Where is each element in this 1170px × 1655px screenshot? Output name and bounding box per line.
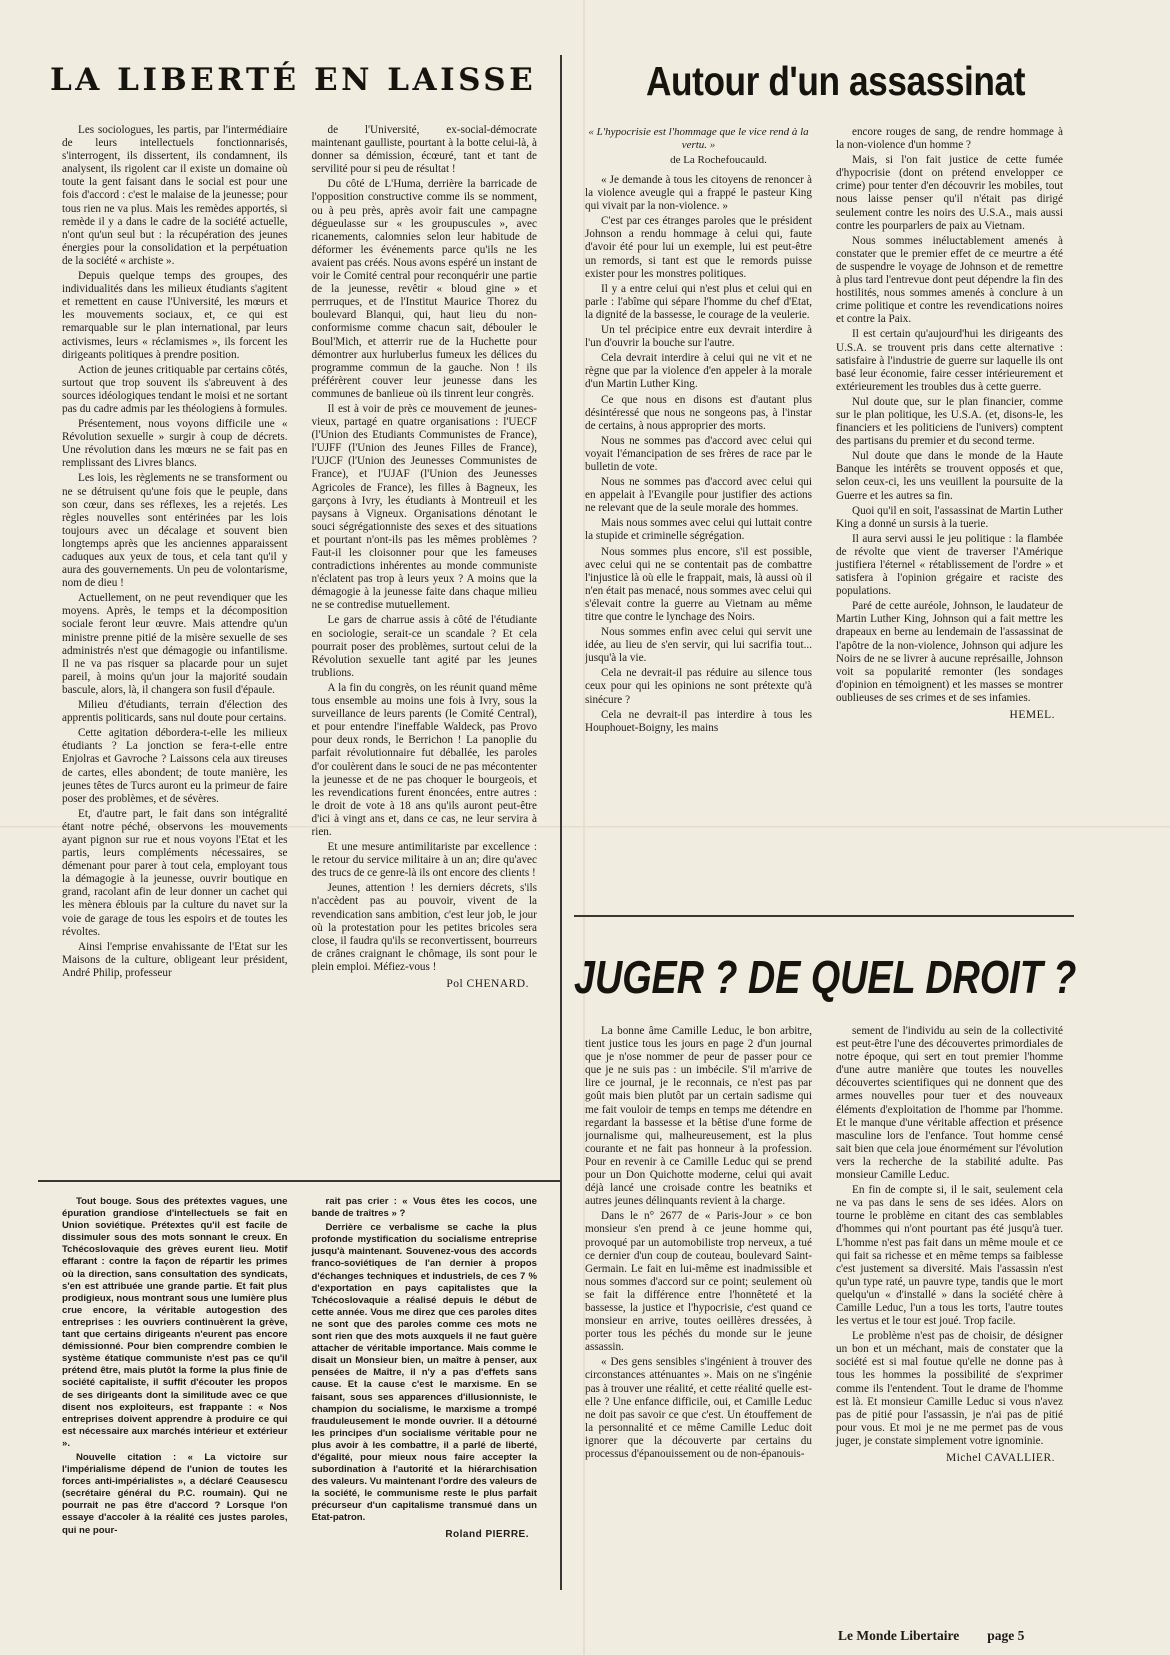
- page-footer: [838, 1628, 1024, 1644]
- paragraph: La bonne âme Camille Leduc, le bon arbitre, tient justice tous les jours en page 2 d'un journal que je n'ose nommer de peur de passer pour ce que je ne suis pas : un imbécile. S'il m'arrive de lire ce journal, je le reconnais, ce n'est pas par goût mais bien plutôt par un certain sadisme qui me fait vouloir de temps en temps me détendre en regardant la bassesse et la bêtise d'une forme de journalisme qui, malheureusement, est la plus courante et ne fait pas honneur à la profession. Pour en revenir à ce Camille Leduc qui se prend pour un Don Quichotte moderne, celui qui avait déjà lancé une croisade contre les beatniks et autres jeunes délinquants revient à la charge.: [585, 1025, 812, 1208]
- paragraph: Paré de cette auréole, Johnson, le laudateur de Martin Luther King, Johnson qui a fait mettre les drapeaux en berne au lendemain de l'assassinat de l'apôtre de la non-violence, Johnson qui adjure les Noirs de ne se livrer à aucune représaille, Johnson voit sa popularité remonter (les sondages d'opinion en témoignent) et les masses se montrer oublieuses de ses crimes et de ses infamies.: [836, 600, 1063, 704]
- paragraph: Nous ne sommes pas d'accord avec celui qui voyait l'émancipation de ses frères de race par le bulletin de vote.: [585, 434, 812, 473]
- article-tout-bouge: [62, 1196, 537, 1586]
- headline-assassinat: Autour d'un assassinat: [646, 58, 1026, 104]
- paragraph: Un tel précipice entre eux devrait interdire à l'un d'ouvrir la bouche sur l'autre.: [585, 324, 812, 350]
- paragraph: de l'Université, ex-social-démocrate maintenant gaulliste, pourtant à la botte celui-là, à donner sa démission, écœuré, tant et tant de servilité pour si peu de résultat !: [311, 124, 537, 176]
- article-liberte: [62, 124, 537, 1174]
- paragraph: sement de l'individu au sein de la collectivité est peut-être l'une des découvertes primordiales de notre époque, qui sert en tout premier l'homme d'une autre manière que toutes les nouvelles découvertes scientifiques qui ne donnent que des armes nouvelles pour tuer et des nouveaux éléments d'exploitation de l'homme par l'homme. Et le manque d'une véritable affection et présence masculine lors de l'enfance. Tout homme censé sait bien que cela joue énormément sur l'évolution vers la recherche de la stabilité adulte. Pas monsieur Camille Leduc.: [836, 1025, 1063, 1182]
- paragraph: Depuis quelque temps des groupes, des individualités dans les milieux étudiants s'agitent et remettent en cause l'Université, les mœurs et les mouvements sociaux, et, ce qui est remarquable sur le plan international, par leurs activismes, leurs « réclamismes », ils forcent les dirigeants politiques à prendre position.: [62, 270, 288, 361]
- paragraph: Actuellement, on ne peut revendiquer que les moyens. Après, le temps et la décomposition sociale feront leur œuvre. Mais attendre qu'un ministre prenne pitié de la misère sexuelle de ses administrés n'est que démagogie ou infantilisme. Il ne va pas risquer sa placarde pour un sujet pareil, à moins qu'un jour la majorité soudain bascule, alors, là, il changera son fusil d'épaule.: [62, 592, 288, 696]
- page-number: page 5: [987, 1628, 1025, 1643]
- paragraph: « Des gens sensibles s'ingénient à trouver des circonstances atténuantes ». Mais on ne s'ingénie pas à trouver une réalité, et cette réalité quelle est-elle ? Une enfance difficile, oui, et Camille Leduc ne doit pas savoir ce que c'est. Un étouffement de la personnalité et ce même Camille Leduc doit ignorer que la découverte par certains du processus d'épanouissement ou de non-épanouis-: [585, 1356, 812, 1460]
- paragraph: Cela devrait interdire à celui qui ne vit et ne règne que par la violence d'en appeler à la morale d'un Martin Luther King.: [585, 352, 812, 391]
- rule-under-assassinat: [574, 915, 1074, 917]
- paragraph: Il aura servi aussi le jeu politique : la flambée de révolte que vient de traverser l'Amérique justifiera l'éternel « rétablissement de l'ordre » et satisfera à l'opinion grégaire et raciste des populations.: [836, 532, 1063, 598]
- paragraph: Derrière ce verbalisme se cache la plus profonde mystification du socialisme entreprise jusqu'à maintenant. Souvenez-vous des accords franco-soviétiques de l'an dernier à propos d'échanges techniques et industriels, de ces 7 % d'exportation en pays capitalistes que la Tchécoslovaquie a réalisé depuis le début de cette année. Vous me direz que ces paroles dites ne sont que des paroles comme ces mots ne sont rien que des mots auxquels il ne faut guère attacher de véritable importance. Mais comme le disait un Monsieur bien, un maître à penser, aux pensées de Maître, il n'y a pas d'effets sans cause. Et la cause c'est le marxisme. En se faisant, sous ses apparences d'illusionniste, le champion du socialisme, le marxisme a trompé frauduleusement le monde ouvrier. Il a détourné les principes d'un socialisme véritable pour ne plus avoir à les combattre, il a parlé de liberté, d'égalité, pour mieux nous faire accepter la subordination à l'autorité et la hiérarchisation des valeurs. Vu maintenant l'ordre des valeurs de la société, le communisme reste le plus parfait précurseur d'un capitalisme transmué dans un Etat-patron.: [311, 1222, 537, 1524]
- paragraph: Cette agitation débordera-t-elle les milieux étudiants ? La jonction se fera-t-elle entre Enjolras et Gavroche ? Laissons cela aux tireuses de cartes, elles abondent; de toute manière, les jeunes têtes de Turcs auront eu la primeur de faire poser des problèmes, et de sévères.: [62, 727, 288, 805]
- liberte-col-2: [312, 124, 538, 990]
- paragraph: Mais nous sommes avec celui qui luttait contre la stupide et criminelle ségrégation.: [585, 517, 812, 543]
- juger-col-2: [836, 1025, 1063, 1464]
- journal-name: Le Monde Libertaire: [838, 1628, 960, 1643]
- assassinat-col-2: [836, 126, 1063, 737]
- epigraph-author: de La Rochefoucauld.: [670, 154, 767, 166]
- paragraph: En fin de compte si, il le sait, seulement cela ne va pas dans le sens de ses idées. Alors on tourne le problème en citant des cas semblables d'hommes qui n'ont pourtant pas été jusqu'à tuer. L'homme n'est pas fait dans un même moule et ce qui fait sa richesse et en même temps sa faiblesse c'est justement sa diversité. Mais l'assassin n'est qu'un type raté, un pauvre type, tandis que le mort quelqu'un « d'installé » dans la société chère à Camille Leduc, l'un a tous les torts, l'autre toutes les vertus et le tour est joué. Trop facile.: [836, 1184, 1063, 1328]
- article-juger: [585, 1025, 1063, 1605]
- paragraph: Les sociologues, les partis, par l'intermédiaire de leurs intellectuels fonctionnarisés, s'interrogent, ils dissertent, ils condamnent, ils analysent, ils rigolent car il existe un domaine où toute la gent faisant dans le social est pour une fois d'accord : c'est le malaise de la jeunesse; pour tous rien ne va plus. Mais les remèdes apportés, si remède il y a dans le cadre de la société actuelle, n'ont qu'un seul but : la récupération des jeunes énergies pour la consolidation et la perpétuation de la société « archiste ».: [62, 124, 288, 267]
- paragraph: Nous sommes enfin avec celui qui servit une idée, au lieu de s'en servir, qui lui sacrifia tout... jusqu'à la vie.: [585, 626, 812, 665]
- paragraph: Nous ne sommes pas d'accord avec celui qui en appelait à l'Evangile pour justifier des actions ne relevant que de la seule morale des hommes.: [585, 476, 812, 515]
- paragraph: Tout bouge. Sous des prétextes vagues, une épuration grandiose d'intellectuels se fait en Union soviétique. Prétextes qu'il est facile de dissimuler sous des mots sonnant le creux. En Tchécoslovaquie des grèves eurent lieu. Motif effarant : contre la façon de répartir les primes où la direction, sans consultation des syndicats, s'en est attribuée une grande partie. Et fait plus prodigieux, nous montrant sous une lumière plus crue encore, la véritable autogestion des entreprises : les ouvriers continuèrent la grève, tant que certains dirigeants n'eurent pas encore démissionné. Pour bien comprendre combien le système étatique communiste n'est pas ce qu'il prétend être, mais plutôt la forme la plus finie de société capitaliste, il suffit d'écouter les propos de ses dirigeants dont la similitude avec ce que disent nos exploiteurs, est frappante : « Nos entreprises doivent apprendre à produire ce qui est nécessaire aux marchés intérieur et extérieur ».: [62, 1196, 288, 1449]
- column-rule-center: [560, 55, 562, 1590]
- paragraph: Et une mesure antimilitariste par excellence : le retour du service militaire à un an; dire qu'avec des trucs de ce genre-là ils ont encore des clients !: [311, 841, 537, 880]
- paragraph: Nouvelle citation : « La victoire sur l'impérialisme dépend de l'union de toutes les forces anti-impérialistes », a déclaré Ceausescu (secrétaire général du P.C. roumain). Qui ne pourrait ne pas être d'accord ? Lorsque l'on essaye d'accoler à la réalité ces justes paroles, qui ne pour-: [62, 1451, 288, 1536]
- paragraph: Il est à voir de près ce mouvement de jeunes-vieux, partagé en quatre organisations : l'UECF (l'Union des Etudiants Communistes de France), l'UJFF (l'Union des Jeunes Filles de France), l'UJCF (l'Union des Jeunesses Communistes de France), et l'UJAF (l'Union des Jeunesses Agricoles de France), les filles à Bagneux, les garçons à Ivry, les étudiants à Montreuil et les paysans à Vigneux. Organisations dénotant le souci ségrégationniste des sexes et des situations et pourtant n'ont-ils pas les mêmes problèmes ? Faut-il les cloisonner pour que les fameuses contradictions inhérentes au monde communiste n'éclatent pas trop à leurs yeux ? A moins que la démagogie à la jeunesse faite dans chaque milieu ne se contredise mutuellement.: [311, 402, 537, 612]
- paragraph: Nous sommes plus encore, s'il est possible, avec celui qui ne se contentait pas de combattre l'injustice là où elle le frappait, mais, là aussi où il n'en était pas menacé, nous sommes avec celui qui s'élevait contre la guerre au Vietnam au même titre que contre le lynchage des Noirs.: [585, 545, 812, 623]
- paragraph: Le problème n'est pas de choisir, de désigner un bon et un méchant, mais de constater que la société est si mal foutue qu'elle ne donne pas à tous les hommes la possibilité de s'exprimer comme ils l'entendent. Tout le drame de l'homme est là. Et monsieur Camille Leduc si vous n'avez pas de pitié pour l'assassin, je n'ai pas de pitié pour vous. Et moi je ne me permet pas de vous juger, je constate simplement votre ignominie.: [836, 1330, 1063, 1447]
- article-assassinat: [585, 126, 1063, 906]
- signature-hemel: HEMEL.: [1009, 709, 1055, 722]
- paragraph: C'est par ces étranges paroles que le président Johnson a rendu hommage à celui qui, faute d'avoir été pour lui un exemple, lui est peut-être un remords, si tant est que le remords puisse exister pour les monstres politiques.: [585, 215, 812, 280]
- paragraph: Cela ne devrait-il pas interdire à tous les Houphouet-Boigny, les mains: [585, 708, 812, 734]
- paragraph: Quoi qu'il en soit, l'assassinat de Martin Luther King a donné un sursis à la tuerie.: [836, 504, 1063, 530]
- assassinat-col-1: [585, 126, 812, 737]
- juger-col-1: [585, 1025, 812, 1464]
- signature-chenard: Pol CHENARD.: [446, 978, 529, 990]
- paragraph: Le gars de charrue assis à côté de l'étudiante en sociologie, serait-ce un scandale ? Et cela pourrait poser des problèmes, surtout celui de la Révolution sexuelle tant agité par les jeunes trublions.: [311, 614, 537, 679]
- paragraph: Il y a entre celui qui n'est plus et celui qui en parle : l'abîme qui sépare l'homme du chef d'Etat, la dignité de la bassesse, le courage de la veulerie.: [585, 282, 812, 321]
- paragraph: rait pas crier : « Vous êtes les cocos, une bande de traîtres » ?: [311, 1196, 537, 1220]
- paragraph: Les lois, les règlements ne se transforment ou ne se détruisent qu'une fois que le peuple, dans son cœur, dans ses réflexes, les a rejetés. Les règles nouvelles sont entérinées par les lois toujours avec un décalage et souvent bien longtemps après que les anciennes apparaissent caduques aux yeux de tous, et cela tant qu'il y aura des gouvernements. Un peu de volontarisme, nom de dieu !: [62, 472, 288, 590]
- paragraph: Nul doute que, sur le plan financier, comme sur le plan politique, les U.S.A. (et, disons-le, les financiers et les politiciens de l'univers) comptent des partisans du premier et du second terme.: [836, 395, 1063, 448]
- paragraph: Du côté de L'Huma, derrière la barricade de l'opposition constructive comme ils se nomment, ou à peu près, après avoir fait une campagne dégueulasse sur « les groupuscules », avec ricanements, calomnies selon leur habitude de déformer les événements parce qu'ils ne les avaient pas créés. Nous avons espéré un instant de voir le Comité central pour reconquérir une partie de la jeunesse, revêtir « bloud gine » et perrruques, et de l'Institut Maurice Thorez du boulevard Blanqui, qui, haut lieu du non-conformisme comme chacun sait, débouler le Boul'Mich, et atterrir rue de la Huchette pour démontrer aux hurluberlus fumeux les délices du programme commun de la gauche. Non ! ils préférèrent couver leur jeunesse dans les communes de banlieue où ils tinrent leur congrès.: [311, 178, 537, 400]
- paragraph: Ainsi l'emprise envahissante de l'Etat sur les Maisons de la culture, obligeant leur président, André Philip, professeur: [62, 940, 288, 979]
- paragraph: A la fin du congrès, on les réunit quand même tous ensemble au moins une fois à Ivry, sous la surveillance de leurs parents (le Comité Central), et pour entendre l'ineffable Waldeck, pas Provo pour deux ronds, le Berrichon ! La panoplie du parfait révolutionnaire fut déballée, les paroles d'or coulèrent dans le souci de ne pas mécontenter la jeunesse et de ne pas choquer le bourgeois, et les revendications furent énoncées, entre autres : le droit de vote à 18 ans qu'ils auront peut-être d'ici à vingt ans et, dans ce cas, ne leur servira à rien.: [311, 681, 537, 838]
- liberte-col-1: [62, 124, 288, 990]
- tout-bouge-col-1: [62, 1196, 288, 1540]
- paragraph: Nous sommes inéluctablement amenés à constater que le premier effet de ce meurtre a été de suspendre le voyage de Johnson et de remettre à plus tard l'entrevue dont peut dépendre la fin des hostilités, nous sommes amenés à conclure à un crime politique et contre les revendications noires et contre la Paix.: [836, 234, 1063, 326]
- paragraph: Jeunes, attention ! les derniers décrets, s'ils n'accèdent pas au pouvoir, vivent de la revendication sans ambition, c'est leur job, le jour où la protestation pour les petites bricoles sera close, il faudra qu'ils se reconvertissent, bourreurs de crânes craignant le chômage, ils sont pour le plein emploi. Méfiez-vous !: [311, 882, 537, 973]
- paragraph: encore rouges de sang, de rendre hommage à la non-violence d'un homme ?: [836, 126, 1063, 152]
- paragraph: « Je demande à tous les citoyens de renoncer à la violence aveugle qui a frappé le pasteur King qui vivait par la non-violence. »: [585, 174, 812, 213]
- headline-liberte: LA LIBERTÉ EN LAISSE: [50, 62, 537, 98]
- paragraph: Et, d'autre part, le fait dans son intégralité étant notre péché, observons les mouvements ayant pignon sur rue et nous voyons l'Etat et les partis, leurs compléments nécessaires, se démenant pour parer à tout cela, employant tous la démagogie à la jeunesse, ouvrir boutique en grand, racolant afin de leur donner un cachet qui les mènera éblouis par la culture du navet sur la voie de garage de tous les espoirs et de toutes les révoltes.: [62, 807, 288, 938]
- rule-under-liberte: [38, 1180, 560, 1182]
- paragraph: Ce que nous en disons est d'autant plus désintéressé que nous ne songeons pas, à l'instar de certains, à nous approprier des morts.: [585, 393, 812, 432]
- paragraph: Il est certain qu'aujourd'hui les dirigeants des U.S.A. se trouvent pris dans cette alternative : satisfaire à l'industrie de guerre sur laquelle ils ont basé leur économie, faire cesser intérieurement et extérieurement les troubles dus à cette guerre.: [836, 328, 1063, 393]
- paragraph: Présentement, nous voyons difficile une « Révolution sexuelle » surgir à coup de décrets. Une révolution dans les mœurs ne se fait pas en remplissant des Livres blancs.: [62, 418, 288, 470]
- paragraph: Cela ne devrait-il pas réduire au silence tous ceux pour qui les opinions ne sont prétexte qu'à sinécure ?: [585, 667, 812, 706]
- paragraph: Nul doute que dans le monde de la Haute Banque les intérêts se trouvent opposés et que, selon ceux-ci, les uns veuillent la poursuite de la Guerre et les autres sa fin.: [836, 450, 1063, 502]
- signature-cavallier: Michel CAVALLIER.: [945, 1452, 1055, 1464]
- headline-juger: JUGER ? DE QUEL DROIT ?: [574, 951, 1077, 1003]
- paragraph: Action de jeunes critiquable par certains côtés, surtout que trop souvent ils s'abreuvent à des sources idéologiques tendant le moisi et ne sortant pas du cadre admis par les théologiens à formules.: [62, 363, 288, 415]
- epigraph-quote: « L'hypocrisie est l'hommage que le vice rend à la vertu. »: [588, 126, 809, 151]
- paragraph: Milieu d'étudiants, terrain d'élection des apprentis politicards, sans nul doute pour certains.: [62, 699, 288, 725]
- paragraph: Dans le n° 2677 de « Paris-Jour » ce bon monsieur s'en prend à ce jeune homme qui, provoqué par un automobiliste trop nerveux, a tué ce dernier d'un coup de couteau, boulevard Saint-Germain. Le fait en lui-même est inadmissible et nous sommes d'accord sur ce point; seulement où se fait la différence entre l'honnêteté et la bassesse, la justice et l'hypocrisie, c'est quand ce monsieur en arrive, toutes oeillères dressées, à porter tous les péchés du monde sur le jeune assassin.: [585, 1210, 812, 1354]
- signature-pierre: Roland PIERRE.: [445, 1528, 529, 1540]
- tout-bouge-col-2: [312, 1196, 538, 1540]
- paragraph: Mais, si l'on fait justice de cette fumée d'hypocrisie (dont on prétend envelopper ce crime) pour tenter d'en découvrir les mobiles, tout nous laisse penser qu'il n'était pas dirigé seulement contre les noirs des U.S.A., mais aussi contre les pourparlers de paix au Vietnam.: [836, 154, 1063, 232]
